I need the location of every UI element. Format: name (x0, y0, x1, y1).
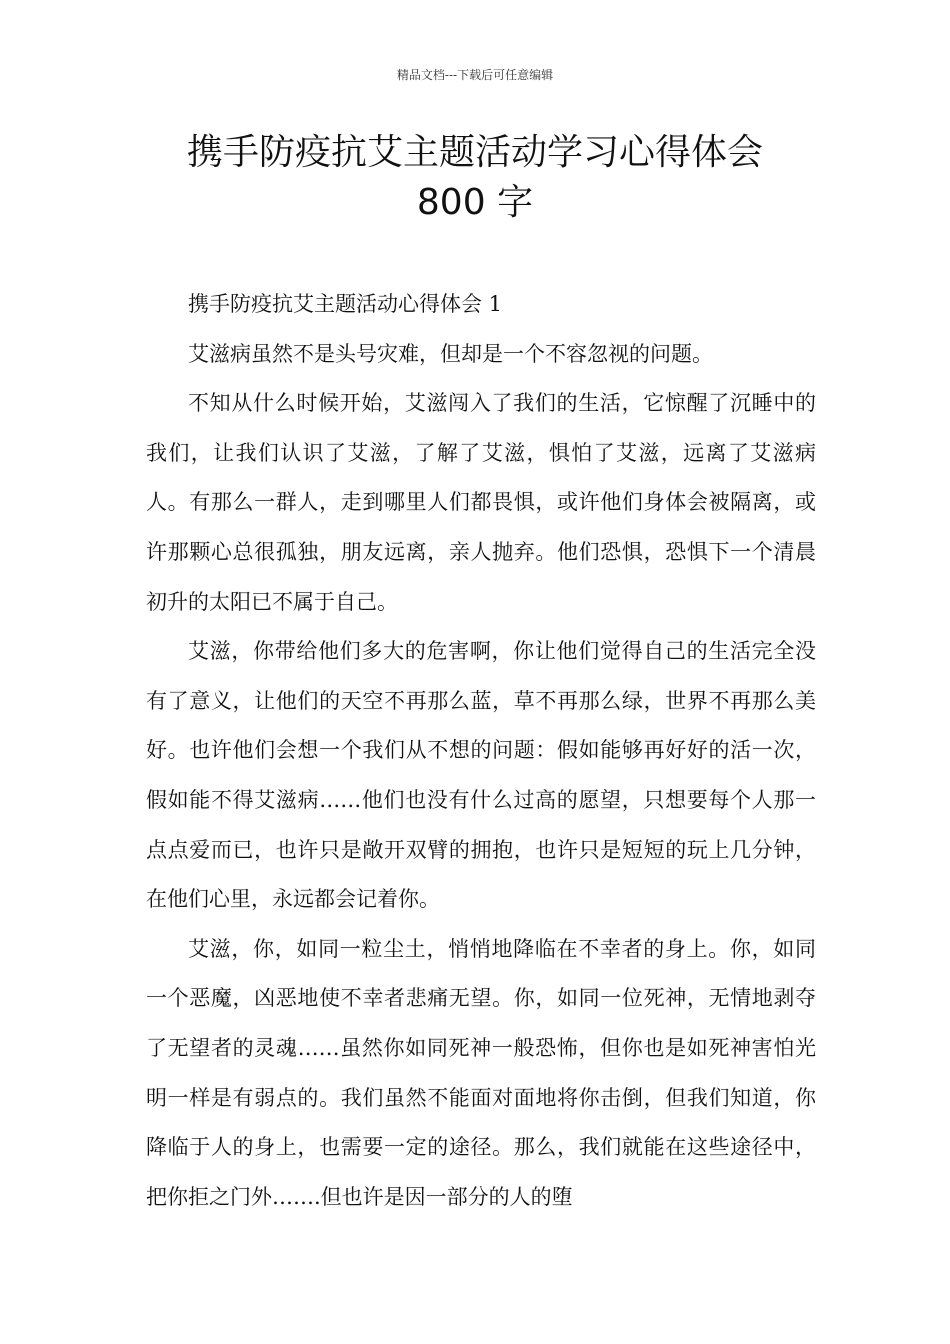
title-line-1: 携手防疫抗艾主题活动学习心得体会 (186, 132, 763, 173)
paragraph: 不知从什么时候开始，艾滋闯入了我们的生活，它惊醒了沉睡中的我们，让我们认识了艾滋，了解了艾滋，惧怕了艾滋，远离了艾滋病人。有那么一群人，走到哪里人们都畏惧，或许他们身体会被隔离，或许那颗心总很孤独，朋友远离，亲人抛弃。他们恐惧，恐惧下一个清晨初升的太阳已不属于自己。 (146, 391, 816, 614)
title-line-2: 800 字 (416, 182, 534, 223)
paragraph: 艾滋，你，如同一粒尘土，悄悄地降临在不幸者的身上。你，如同一个恶魔，凶恶地使不幸者悲痛无望。你，如同一位死神，无情地剥夺了无望者的灵魂……虽然你如同死神一般恐怖，但你也是如死神害怕光明一样是有弱点的。我们虽然不能面对面地将你击倒，但我们知道，你降临于人的身上，也需要一定的途径。那么，我们就能在这些途径中，把你拒之门外…….但也许是因一部分的人的堕 (146, 936, 816, 1209)
section-heading: 携手防疫抗艾主题活动心得体会 1 (188, 292, 503, 316)
paragraph: 艾滋病虽然不是头号灾难，但却是一个不容忽视的问题。 (188, 341, 713, 366)
paragraph: 艾滋，你带给他们多大的危害啊，你让他们觉得自己的生活完全没有了意义，让他们的天空不再那么蓝，草不再那么绿，世界不再那么美好。也许他们会想一个我们从不想的问题：假如能够再好好的活一次，假如能不得艾滋病……他们也没有什么过高的愿望，只想要每个人那一点点爱而已，也许只是敞开双臂的拥抱，也许只是短短的玩上几分钟，在他们心里，永远都会记着你。 (146, 639, 816, 912)
header-note: 精品文档---下载后可任意编辑 (396, 68, 554, 82)
document-title (120, 128, 830, 228)
document-body (146, 280, 816, 1222)
